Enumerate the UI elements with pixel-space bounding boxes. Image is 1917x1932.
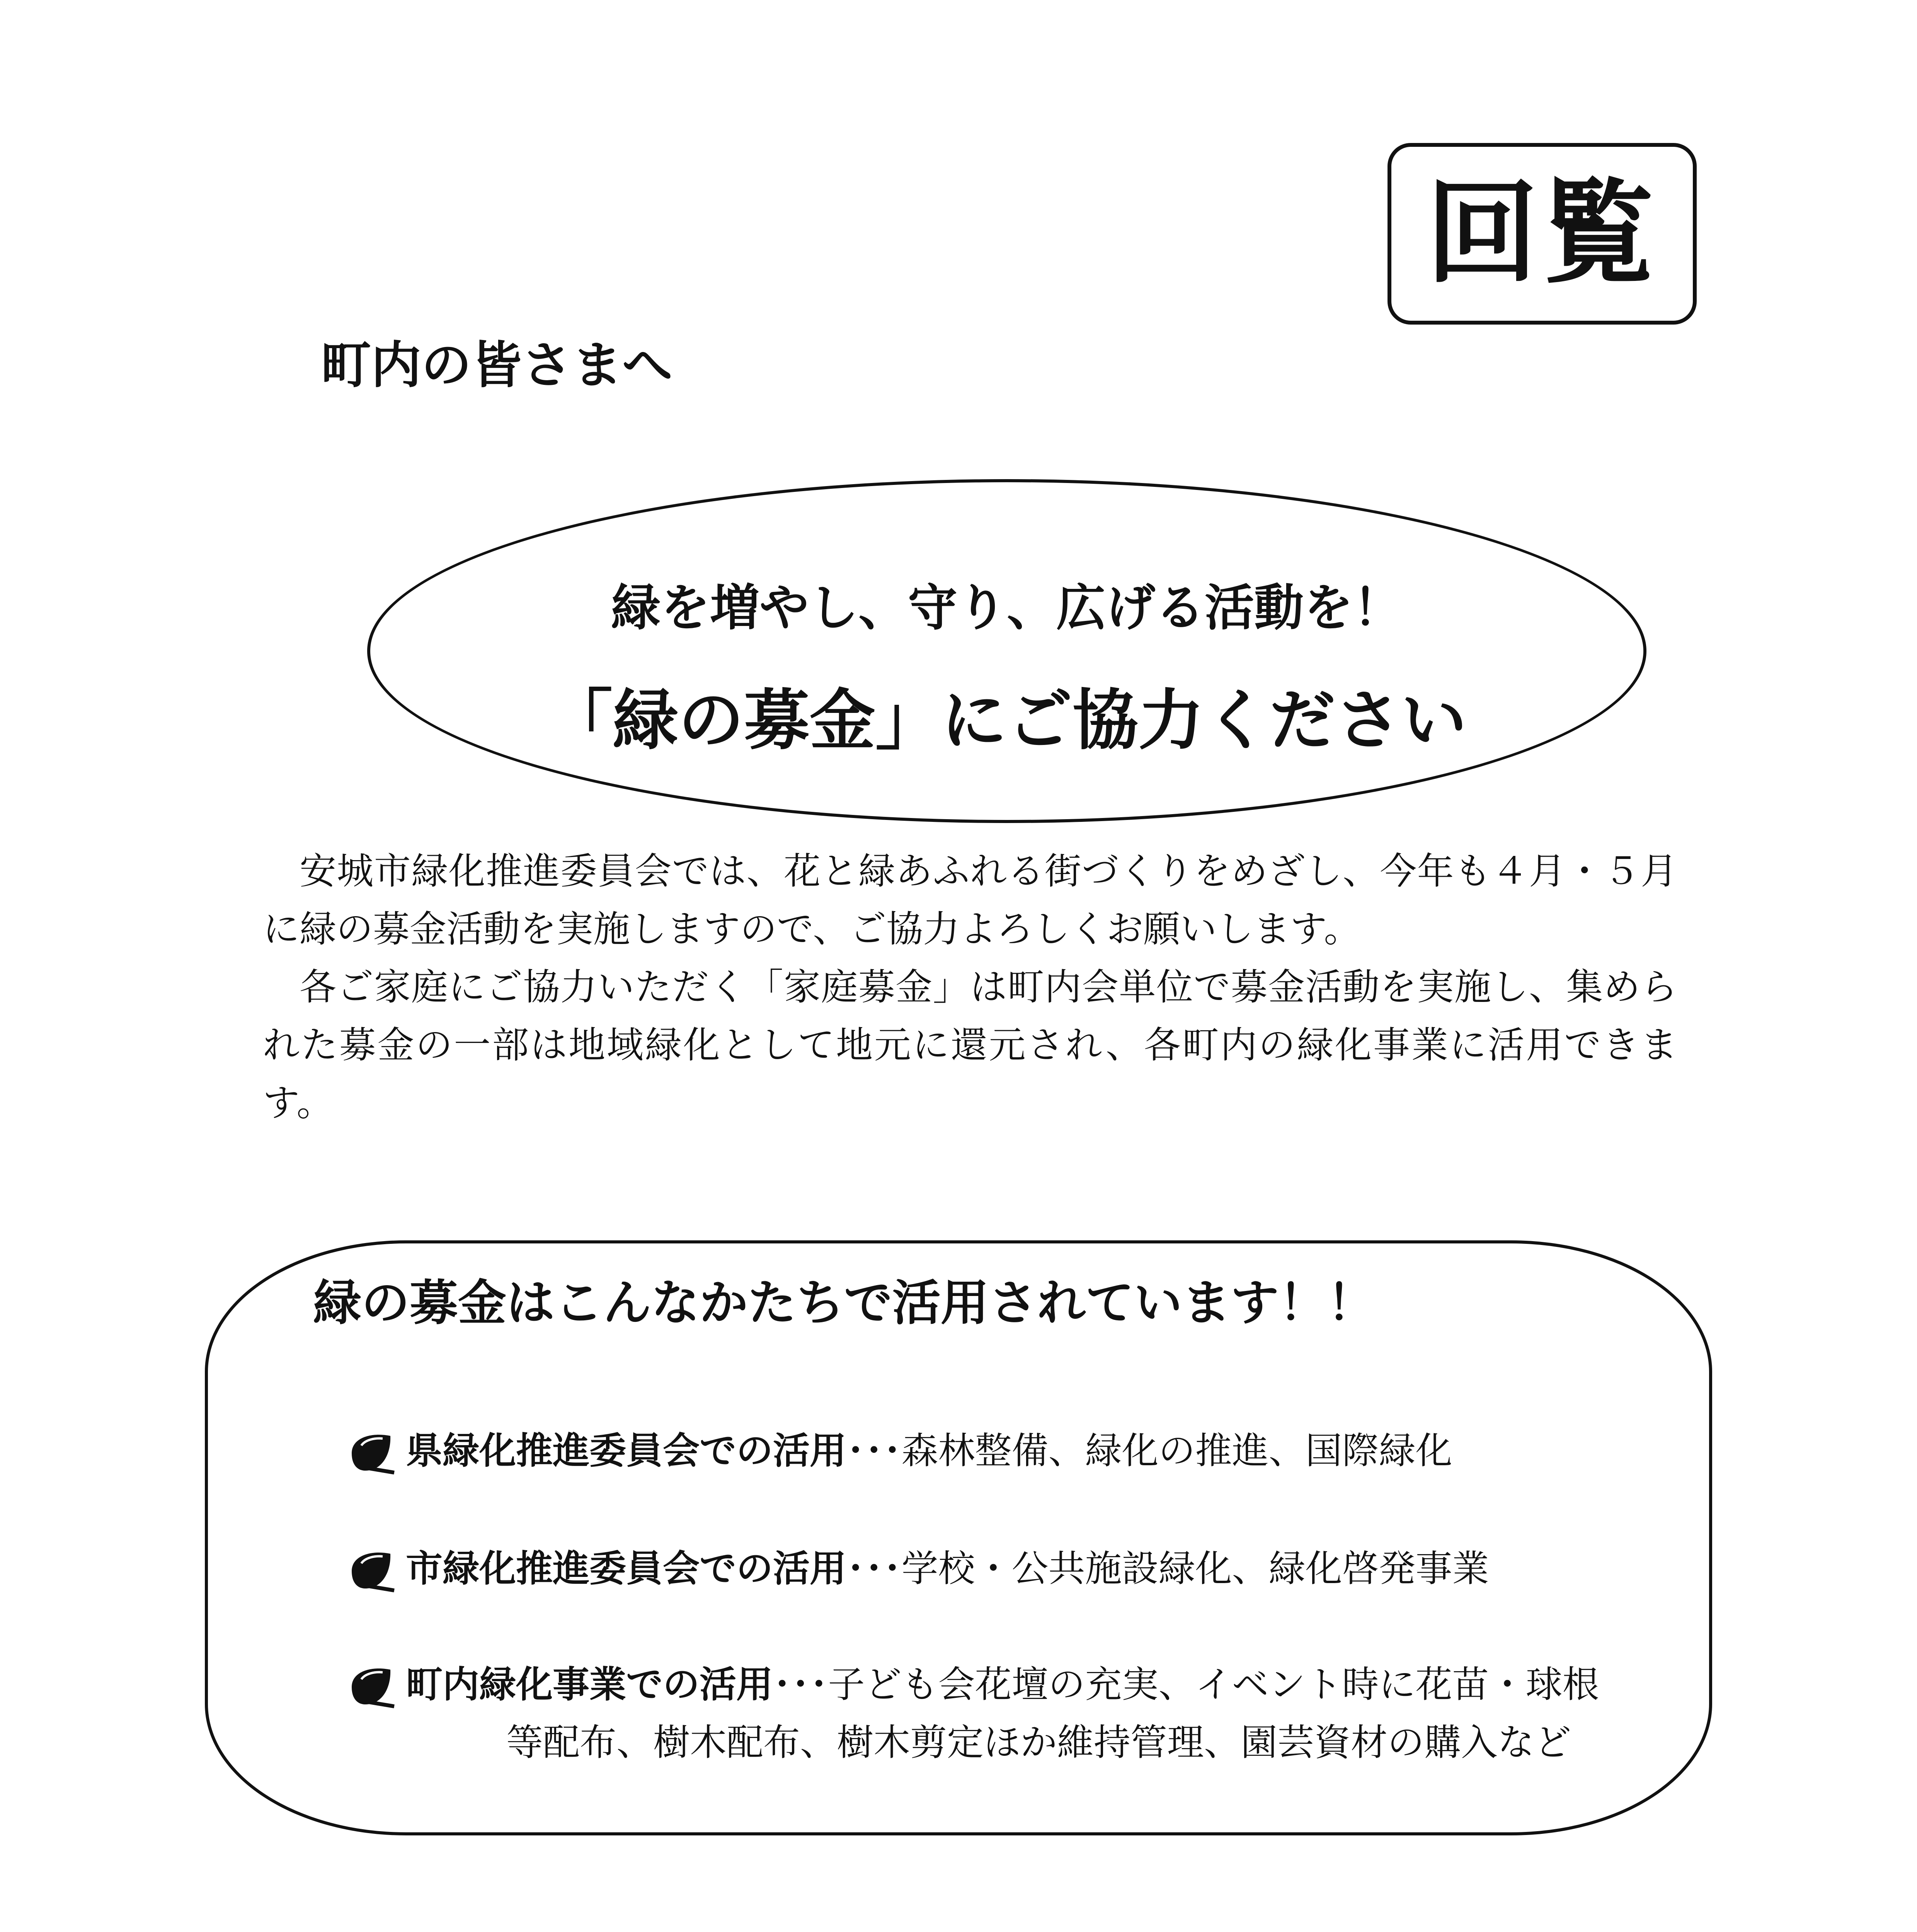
body-paragraph-2: [263, 958, 1677, 1132]
headline-subtitle: 緑を増やし、守り、広げる活動を！: [611, 579, 1403, 637]
headline-title: 「緑の募金」にご協力ください: [546, 682, 1467, 759]
usage-item-desc: ･･･子ども会花壇の充実、イベント時に花苗・球根: [773, 1663, 1599, 1706]
usage-item: [348, 1422, 1701, 1480]
usage-item: [348, 1656, 1701, 1714]
usage-item-desc-continued: 等配布、樹木配布、樹木剪定ほか維持管理、園芸資材の購入など: [506, 1721, 1571, 1764]
usage-item: [348, 1540, 1701, 1598]
greeting: 町内の皆さまへ: [321, 336, 673, 395]
leaf-icon: [348, 1430, 398, 1476]
usage-item-desc: ･･･学校・公共施設緑化、緑化啓発事業: [846, 1548, 1489, 1590]
body-paragraph-1: [263, 842, 1677, 958]
usage-item-desc: ･･･森林整備、緑化の推進、国際緑化: [846, 1430, 1452, 1472]
leaf-icon: [348, 1548, 398, 1594]
usage-title: 緑の募金はこんなかたちで活用されています！！: [313, 1275, 1376, 1331]
usage-item-label: 県緑化推進委員会での活用: [406, 1430, 847, 1472]
circulation-badge: [1388, 143, 1697, 325]
body-paragraph-1-text: 安城市緑化推進委員会では、花と緑あふれる街づくりをめざし、今年も４月・５月に緑の募金活動を実施しますので、ご協力よろしくお願いします。: [263, 850, 1677, 951]
circulation-label: 回覧: [1426, 168, 1658, 299]
headline-ellipse: [367, 479, 1646, 823]
usage-item-label: 市緑化推進委員会での活用: [406, 1548, 847, 1590]
body-paragraph-2-text: 各ご家庭にご協力いただく「家庭募金」は町内会単位で募金活動を実施し、集められた募金の一部は地域緑化として地元に還元され、各町内の緑化事業に活用できます。: [263, 966, 1677, 1124]
leaf-icon: [348, 1664, 398, 1710]
usage-item-label: 町内緑化事業での活用: [406, 1663, 773, 1706]
